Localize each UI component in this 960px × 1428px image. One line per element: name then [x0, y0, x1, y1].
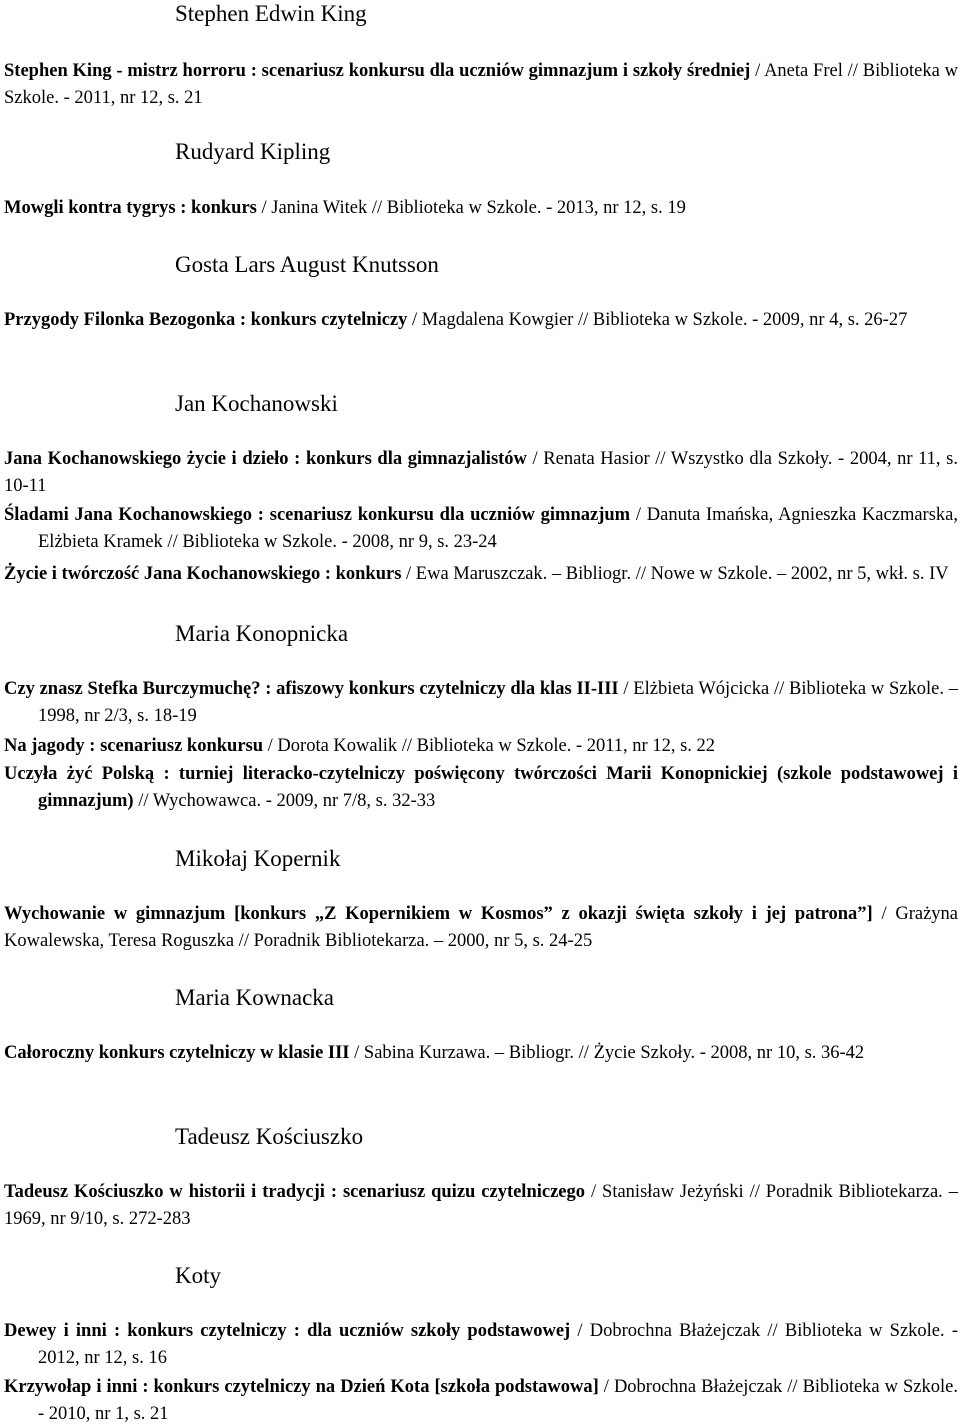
entry-details: / Elżbieta Wójcicka // Biblioteka w Szkole. – 1998, nr 2/3, s. 18-19 — [38, 679, 958, 726]
entry-details: / Dobrochna Błażejczak // Biblioteka w Szkole. - 2012, nr 12, s. 16 — [38, 1321, 958, 1368]
entry-details: / Ewa Maruszczak. – Bibliogr. // Nowe w Szkole. – 2002, nr 5, wkł. s. IV — [401, 564, 949, 584]
section-heading-kosciuszko: Tadeusz Kościuszko — [175, 1124, 364, 1149]
entry-kipling-1 — [4, 195, 958, 222]
entry-koty-1 — [4, 1318, 958, 1372]
section-heading-kownacka: Maria Kownacka — [175, 985, 335, 1010]
entry-konopnicka-2 — [4, 733, 958, 760]
entry-kownacka-1 — [4, 1040, 958, 1067]
entry-konopnicka-3 — [4, 761, 958, 815]
entry-title: Krzywołap i inni : konkurs czytelniczy na Dzień Kota [szkoła podstawowa] — [4, 1377, 599, 1397]
entry-title: Całoroczny konkurs czytelniczy w klasie III — [4, 1043, 350, 1063]
entry-title: Śladami Jana Kochanowskiego : scenariusz konkursu dla uczniów gimnazjum — [4, 505, 631, 525]
entry-king-1 — [4, 58, 958, 112]
entry-kopernik-1 — [4, 901, 958, 955]
entry-details: / Magdalena Kowgier // Biblioteka w Szkole. - 2009, nr 4, s. 26-27 — [407, 310, 908, 330]
entry-title: Dewey i inni : konkurs czytelniczy : dla uczniów szkoły podstawowej — [4, 1321, 571, 1341]
section-heading-kochanowski: Jan Kochanowski — [175, 391, 338, 416]
entry-title: Jana Kochanowskiego życie i dzieło : konkurs dla gimnazjalistów — [4, 449, 527, 469]
entry-title: Czy znasz Stefka Burczymuchę? : afiszowy konkurs czytelniczy dla klas II-III — [4, 679, 619, 699]
entry-kochanowski-2 — [4, 502, 958, 556]
entry-details: / Danuta Imańska, Agnieszka Kaczmarska, Elżbieta Kramek // Biblioteka w Szkole. - 2008, nr 9, s. 23-24 — [38, 505, 958, 552]
entry-details: / Dobrochna Błażejczak // Biblioteka w Szkole. - 2010, nr 1, s. 21 — [38, 1377, 958, 1424]
entry-title: Na jagody : scenariusz konkursu — [4, 736, 264, 756]
entry-details: / Janina Witek // Biblioteka w Szkole. - 2013, nr 12, s. 19 — [256, 198, 686, 218]
entry-konopnicka-1 — [4, 676, 958, 730]
entry-kochanowski-3 — [4, 561, 958, 588]
entry-kochanowski-1 — [4, 446, 958, 500]
section-heading-kipling: Rudyard Kipling — [175, 139, 331, 164]
section-heading-kopernik: Mikołaj Kopernik — [175, 846, 341, 871]
entry-details: / Renata Hasior // Wszystko dla Szkoły. - 2004, nr 11, s. 10-11 — [4, 449, 958, 496]
entry-title: Życie i twórczość Jana Kochanowskiego : konkurs — [4, 564, 402, 584]
section-heading-koty: Koty — [175, 1263, 221, 1288]
entry-title: Tadeusz Kościuszko w historii i tradycji : scenariusz quizu czytelniczego — [4, 1182, 586, 1202]
entry-title: Mowgli kontra tygrys : konkurs — [4, 198, 257, 218]
entry-details: / Aneta Frel // Biblioteka w Szkole. - 2011, nr 12, s. 21 — [4, 61, 958, 108]
entry-title: Wychowanie w gimnazjum [konkurs „Z Kopernikiem w Kosmos” z okazji święta szkoły i jej patrona”] — [4, 904, 873, 924]
entry-details: / Grażyna Kowalewska, Teresa Roguszka // Poradnik Bibliotekarza. – 2000, nr 5, s. 24-25 — [4, 904, 959, 951]
section-heading-knutsson: Gosta Lars August Knutsson — [175, 252, 439, 277]
entry-details: / Dorota Kowalik // Biblioteka w Szkole. - 2011, nr 12, s. 22 — [263, 736, 716, 756]
section-heading-king: Stephen Edwin King — [175, 1, 367, 26]
entry-details: / Sabina Kurzawa. – Bibliogr. // Życie Szkoły. - 2008, nr 10, s. 36-42 — [349, 1043, 865, 1063]
entry-title: Stephen King - mistrz horroru : scenariusz konkursu dla uczniów gimnazjum i szkoły średniej — [4, 61, 751, 81]
entry-details: // Wychowawca. - 2009, nr 7/8, s. 32-33 — [133, 791, 436, 811]
entry-title: Przygody Filonka Bezogonka : konkurs czytelniczy — [4, 310, 408, 330]
entry-kosciuszko-1 — [4, 1179, 958, 1233]
entry-knutsson-1 — [4, 307, 958, 334]
entry-title: Uczyła żyć Polską : turniej literacko-czytelniczy poświęcony twórczości Marii Konopnickiej (szkole podstawowej i gimnazjum) — [4, 764, 958, 811]
entry-koty-2 — [4, 1374, 958, 1428]
entry-details: / Stanisław Jeżyński // Poradnik Bibliotekarza. – 1969, nr 9/10, s. 272-283 — [4, 1182, 958, 1229]
section-heading-konopnicka: Maria Konopnicka — [175, 621, 349, 646]
